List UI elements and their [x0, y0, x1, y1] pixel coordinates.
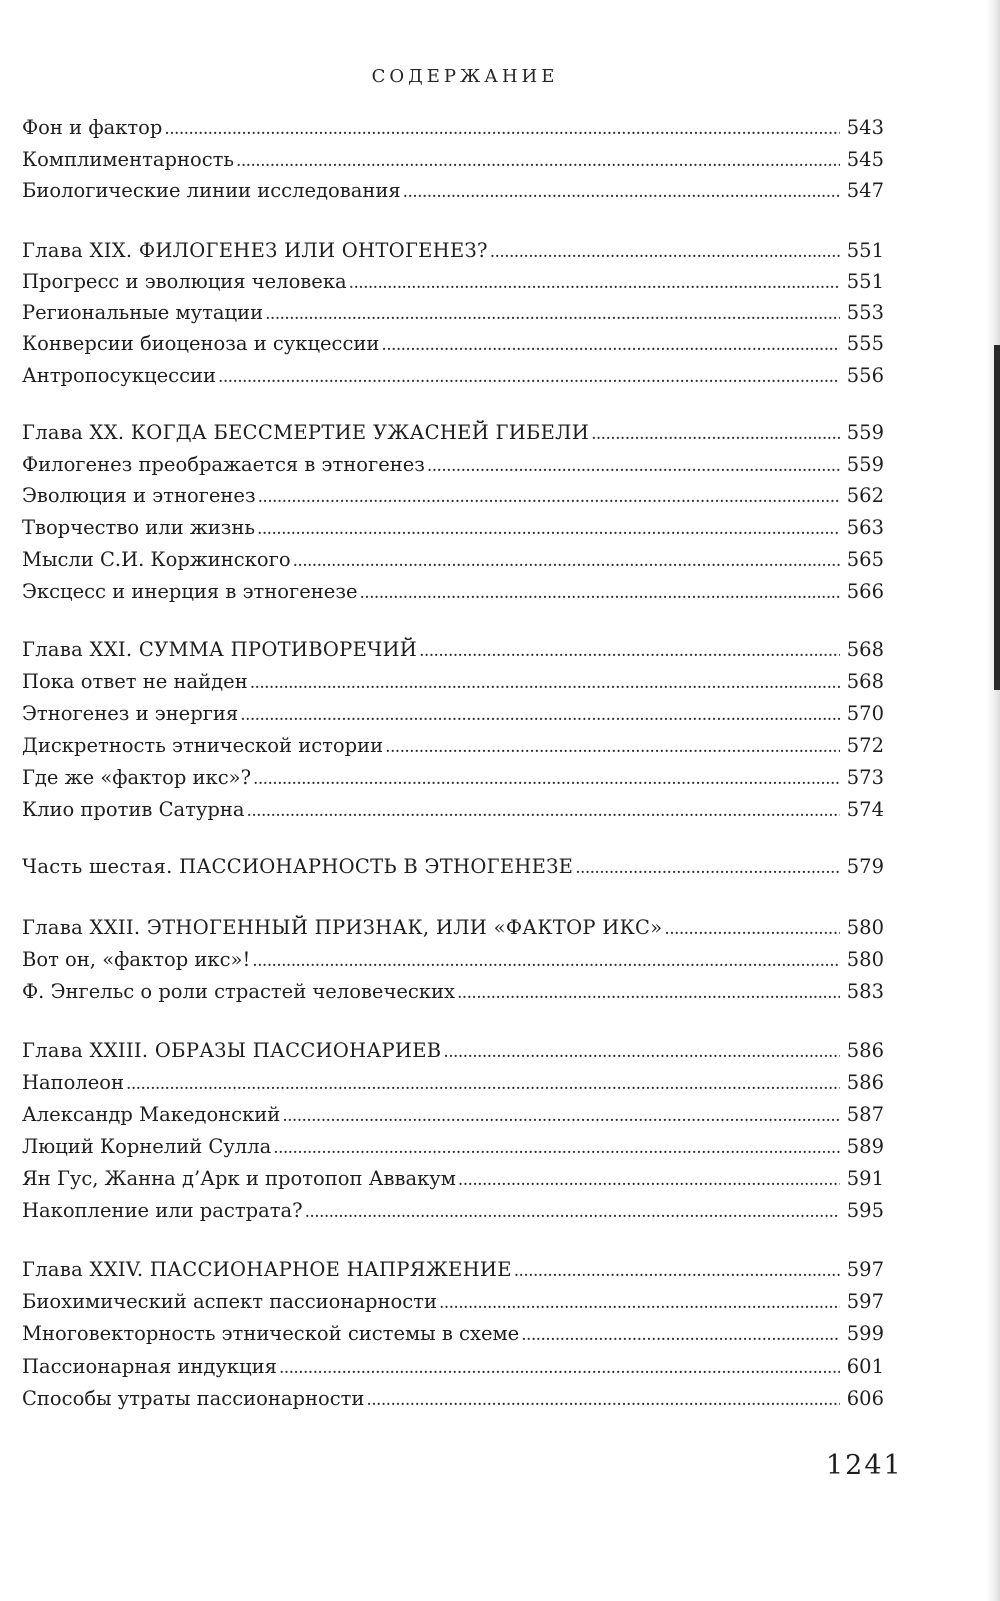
toc-entry — [22, 267, 884, 297]
toc-entry-title: Эксцесс и инерция в этногенезе — [22, 580, 358, 603]
toc-entry — [22, 763, 884, 793]
toc-entry-page: 595 — [846, 1199, 884, 1222]
toc-entry-page: 580 — [846, 916, 884, 939]
dot-leader — [282, 1101, 840, 1131]
toc-chapter — [22, 418, 884, 448]
dot-leader — [252, 946, 840, 976]
toc-entry-title: Биологические линии исследования — [22, 179, 401, 202]
dot-leader — [279, 1353, 840, 1383]
toc-entry-page: 570 — [846, 702, 884, 725]
toc-entry-page: 587 — [846, 1103, 884, 1126]
toc-entry-title: Накопление или растрата? — [22, 1199, 303, 1222]
toc-entry-title: Глава XX. КОГДА БЕССМЕРТИЕ УЖАСНЕЙ ГИБЕЛИ — [22, 421, 590, 444]
toc-entry — [22, 577, 884, 607]
toc-entry-title: Где же «фактор икс»? — [22, 766, 252, 789]
toc-entry — [22, 1164, 884, 1194]
toc-entry-title: Глава XXIV. ПАССИОНАРНОЕ НАПРЯЖЕНИЕ — [22, 1258, 512, 1281]
toc-entry-title: Многовекторность этнической системы в схеме — [22, 1322, 520, 1345]
dot-leader — [253, 764, 840, 794]
toc-chapter — [22, 1036, 884, 1066]
toc-entry-page: 562 — [846, 484, 884, 507]
toc-entry-title: Пассионарная индукция — [22, 1355, 277, 1378]
toc-entry — [22, 1352, 884, 1382]
dot-leader — [164, 114, 840, 144]
toc-entry — [22, 545, 884, 575]
dot-leader — [293, 546, 840, 576]
dot-leader — [443, 1037, 840, 1067]
toc-entry-page: 580 — [846, 948, 884, 971]
toc-entry-page: 586 — [846, 1039, 884, 1062]
toc-entry-title: Глава XXII. ЭТНОГЕННЫЙ ПРИЗНАК, ИЛИ «ФАКТОР ИКС» — [22, 916, 663, 939]
toc-entry-title: Фон и фактор — [22, 116, 163, 139]
toc-entry — [22, 1132, 884, 1162]
toc-entry-title: Пока ответ не найден — [22, 670, 248, 693]
dot-leader — [273, 1133, 840, 1163]
toc-entry-page: 543 — [846, 116, 884, 139]
toc-entry-page: 568 — [846, 638, 884, 661]
toc-entry — [22, 1384, 884, 1414]
toc-entry-page: 551 — [846, 239, 884, 262]
dot-leader — [366, 1385, 840, 1415]
toc-entry-page: 559 — [846, 453, 884, 476]
toc-entry — [22, 176, 884, 206]
dot-leader — [381, 330, 840, 360]
dot-leader — [258, 482, 840, 512]
toc-entry-title: Глава XXI. СУММА ПРОТИВОРЕЧИЙ — [22, 638, 418, 661]
toc-entry-title: Прогресс и эволюция человека — [22, 270, 347, 293]
toc-entry-page: 599 — [846, 1322, 884, 1345]
toc-part — [22, 852, 884, 882]
toc-chapter — [22, 1255, 884, 1285]
dot-leader — [439, 1288, 840, 1318]
toc-entry-title: Наполеон — [22, 1071, 125, 1094]
dot-leader — [126, 1069, 840, 1099]
toc-entry-page: 586 — [846, 1071, 884, 1094]
dot-leader — [490, 237, 840, 267]
toc-entry-page: 597 — [846, 1290, 884, 1313]
toc-entry-page: 563 — [846, 516, 884, 539]
toc-entry-page: 591 — [846, 1167, 884, 1190]
toc-entry-page: 583 — [846, 980, 884, 1003]
toc-entry-page: 559 — [846, 421, 884, 444]
toc-entry-page: 574 — [846, 798, 884, 821]
dot-leader — [385, 732, 840, 762]
toc-entry-title: Антропосукцессии — [22, 364, 217, 387]
dot-leader — [521, 1320, 840, 1350]
dot-leader — [257, 514, 840, 544]
running-head: СОДЕРЖАНИЕ — [371, 66, 559, 87]
toc-entry-title: Дискретность этнической истории — [22, 734, 384, 757]
dot-leader — [265, 299, 840, 329]
toc-entry-page: 566 — [846, 580, 884, 603]
dot-leader — [305, 1197, 840, 1227]
toc-entry-page: 573 — [846, 766, 884, 789]
toc-entry — [22, 1287, 884, 1317]
toc-chapter — [22, 913, 884, 943]
toc-entry-page: 601 — [846, 1355, 884, 1378]
toc-entry — [22, 329, 884, 359]
dot-leader — [514, 1256, 840, 1286]
toc-entry-page: 597 — [846, 1258, 884, 1281]
toc-entry — [22, 731, 884, 761]
toc-entry — [22, 298, 884, 328]
toc-entry-title: Вот он, «фактор икс»! — [22, 948, 251, 971]
toc-entry — [22, 1100, 884, 1130]
toc-entry-title: Мысли С.И. Коржинского — [22, 548, 291, 571]
dot-leader — [360, 578, 841, 608]
toc-entry — [22, 1319, 884, 1349]
toc-entry-title: Способы утраты пассионарности — [22, 1387, 365, 1410]
toc-entry — [22, 513, 884, 543]
toc-entry-title: Ян Гус, Жанна д’Арк и протопоп Аввакум — [22, 1167, 456, 1190]
dot-leader — [218, 362, 840, 392]
dot-leader — [403, 177, 840, 207]
toc-entry — [22, 699, 884, 729]
toc-entry-title: Комплиментарность — [22, 148, 235, 171]
toc-entry-title: Александр Македонский — [22, 1103, 281, 1126]
toc-entry — [22, 1196, 884, 1226]
toc-entry — [22, 450, 884, 480]
toc-chapter — [22, 236, 884, 266]
toc-entry-title: Клио против Сатурна — [22, 798, 245, 821]
dot-leader — [349, 268, 840, 298]
toc-entry-title: Биохимический аспект пассионарности — [22, 1290, 437, 1313]
dot-leader — [419, 636, 840, 666]
toc-entry — [22, 481, 884, 511]
toc-entry-page: 553 — [846, 301, 884, 324]
toc-entry-page: 565 — [846, 548, 884, 571]
toc-entry-page: 551 — [846, 270, 884, 293]
dot-leader — [240, 700, 840, 730]
dot-leader — [664, 914, 840, 944]
toc-entry-title: Глава XIX. ФИЛОГЕНЕЗ ИЛИ ОНТОГЕНЕЗ? — [22, 239, 488, 262]
dot-leader — [457, 978, 840, 1008]
toc-entry — [22, 361, 884, 391]
toc-entry-page: 555 — [846, 332, 884, 355]
toc-entry-page: 545 — [846, 148, 884, 171]
toc-entry-page: 572 — [846, 734, 884, 757]
dot-leader — [575, 853, 840, 883]
toc-entry — [22, 1068, 884, 1098]
toc-entry-title: Этногенез и энергия — [22, 702, 239, 725]
toc-chapter — [22, 635, 884, 665]
toc-entry-title: Ф. Энгельс о роли страстей человеческих — [22, 980, 455, 1003]
toc-entry-page: 589 — [846, 1135, 884, 1158]
toc-entry-page: 547 — [846, 179, 884, 202]
toc-entry-title: Региональные мутации — [22, 301, 264, 324]
dot-leader — [458, 1165, 840, 1195]
toc-entry — [22, 667, 884, 697]
toc-entry-page: 568 — [846, 670, 884, 693]
dot-leader — [247, 796, 840, 826]
toc-entry-page: 579 — [846, 855, 884, 878]
dot-leader — [236, 146, 840, 176]
toc-entry-title: Конверсии биоценоза и сукцессии — [22, 332, 380, 355]
toc-entry-title: Глава XXIII. ОБРАЗЫ ПАССИОНАРИЕВ — [22, 1039, 442, 1062]
toc-entry-page: 556 — [846, 364, 884, 387]
dot-leader — [591, 419, 840, 449]
toc-entry-page: 606 — [846, 1387, 884, 1410]
toc-entry-title: Эволюция и этногенез — [22, 484, 256, 507]
toc-entry — [22, 977, 884, 1007]
toc-entry — [22, 145, 884, 175]
toc-entry — [22, 113, 884, 143]
toc-entry — [22, 945, 884, 975]
toc-entry — [22, 795, 884, 825]
dot-leader — [427, 451, 840, 481]
toc-entry-title: Творчество или жизнь — [22, 516, 256, 539]
toc-entry-title: Люций Корнелий Сулла — [22, 1135, 272, 1158]
dot-leader — [250, 668, 840, 698]
toc-entry-title: Филогенез преображается в этногенез — [22, 453, 425, 476]
page-number: 1241 — [826, 1450, 903, 1481]
toc-entry-title: Часть шестая. ПАССИОНАРНОСТЬ В ЭТНОГЕНЕЗЕ — [22, 855, 574, 878]
